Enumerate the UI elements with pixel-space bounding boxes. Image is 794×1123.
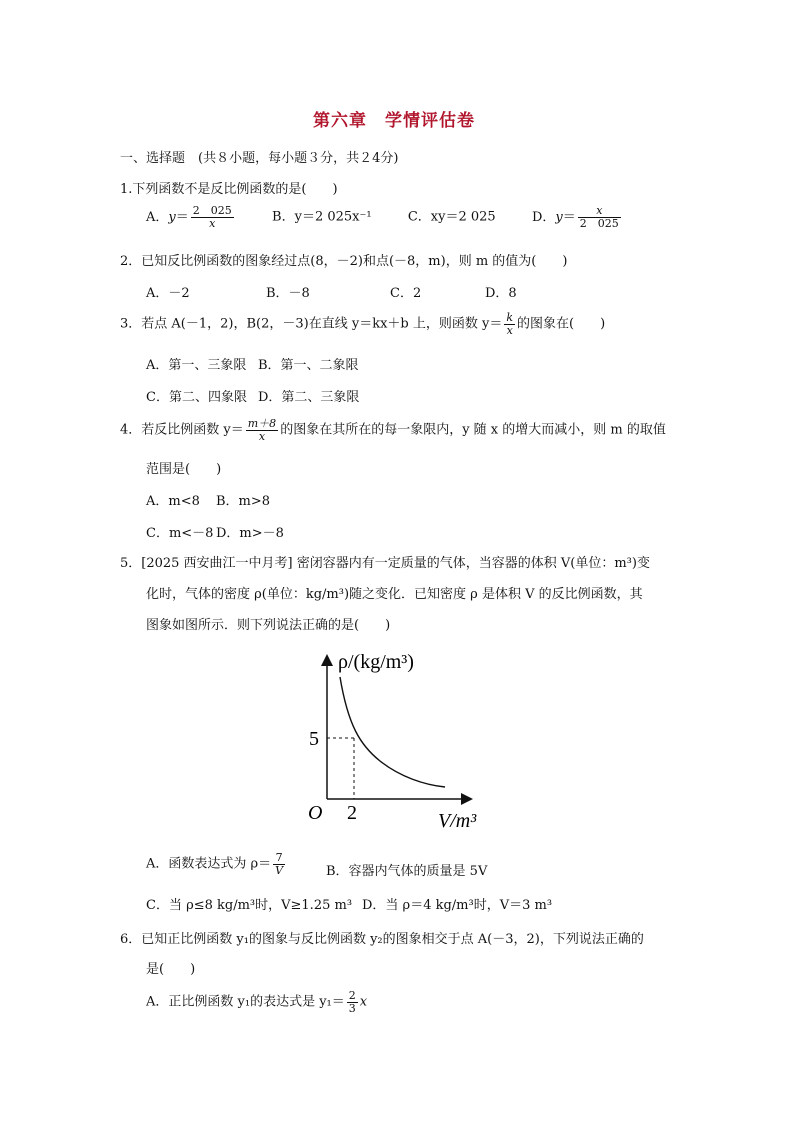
q4-option-a[interactable]: A．m<8 [146,494,200,509]
x-axis-label: V/m³ [438,810,477,832]
question-4-stem-line2: 范围是( ) [146,462,222,477]
question-3-stem: 3．若点 A(－1，2)，B(2，－3)在直线 y＝kx＋b 上，则函数 y＝ $\frac{k}{x}$ 的图象在( ) [120,311,606,337]
question-6-line2: 是( ) [146,962,196,977]
density-volume-graph [300,645,500,835]
y-axis-label: ρ/(kg/m³) [338,651,414,673]
q3-option-a[interactable]: A．第一、三象限 [146,358,247,373]
q2-option-a[interactable]: A．－2 [146,286,190,301]
q5-option-d[interactable]: D．当 ρ＝4 kg/m³时，V＝3 m³ [362,898,553,913]
q5-option-c[interactable]: C．当 ρ≤8 kg/m³时，V≥1.25 m³ [146,898,353,913]
q5-option-b[interactable]: B．容器内气体的质量是 5V [326,864,488,879]
x-tick-label: 2 [347,802,357,824]
q1-option-d[interactable]: D．y＝ $\frac{x}{2 025}$ [531,204,619,230]
q4-option-c[interactable]: C．m<－8 [146,526,214,541]
question-1-options [146,205,623,229]
q4-option-d[interactable]: D．m>－8 [216,526,284,541]
question-2-stem: 2．已知反比例函数的图象经过点(8，－2)和点(－8，m)，则 m 的值为( ) [120,254,568,269]
y-tick-label: 5 [309,728,319,750]
origin-label: O [308,802,323,824]
q1-option-c[interactable]: C．xy＝2 025 [407,209,496,225]
q2-option-b[interactable]: B．－8 [266,286,310,301]
q3-option-d[interactable]: D．第二、三象限 [258,390,360,405]
q2-option-c[interactable]: C．2 [390,286,422,301]
q2-option-d[interactable]: D．8 [485,286,517,301]
question-5-line3: 图象如图所示．则下列说法正确的是( ) [146,618,391,633]
q1-option-b[interactable]: B．y＝2 025x⁻¹ [272,209,372,225]
q1-option-a[interactable]: A．y＝ $\frac{2 025}{x}$ [146,204,232,230]
q6-option-a[interactable]: A．正比例函数 y₁的表达式是 y₁＝ $\frac{2}{3}$ x [146,989,368,1015]
question-5-line1: 5．[2025 西安曲江一中月考] 密闭容器内有一定质量的气体，当容器的体积 V(单位：m³)变 [120,556,650,571]
question-1-stem: 1.下列函数不是反比例函数的是( ) [120,182,338,197]
inverse-curve [340,677,445,787]
page-title: 第六章 学情评估卷 [313,111,475,131]
question-5-line2: 化时，气体的密度 ρ(单位：kg/m³)随之变化．已知密度 ρ 是体积 V 的反比例函数，其 [146,587,643,602]
section-heading: 一、选择题 (共８小题，每小题３分，共２4分) [120,151,399,166]
q3-option-c[interactable]: C．第二、四象限 [146,390,247,405]
question-6-line1: 6．已知正比例函数 y₁的图象与反比例函数 y₂的图象相交于点 A(－3，2)，下列说法正确的 [120,932,644,947]
q4-option-b[interactable]: B．m>8 [216,494,271,509]
q3-option-b[interactable]: B．第一、二象限 [258,358,359,373]
q5-option-a[interactable]: A．函数表达式为 ρ＝ $\frac{7}{V}$ [146,851,284,877]
question-4-stem: 4．若反比例函数 y＝ $\frac{m+8}{x}$ 的图象在其所在的每一象限内，y 随 x 的增大而减小，则 m 的取值 [120,417,666,443]
